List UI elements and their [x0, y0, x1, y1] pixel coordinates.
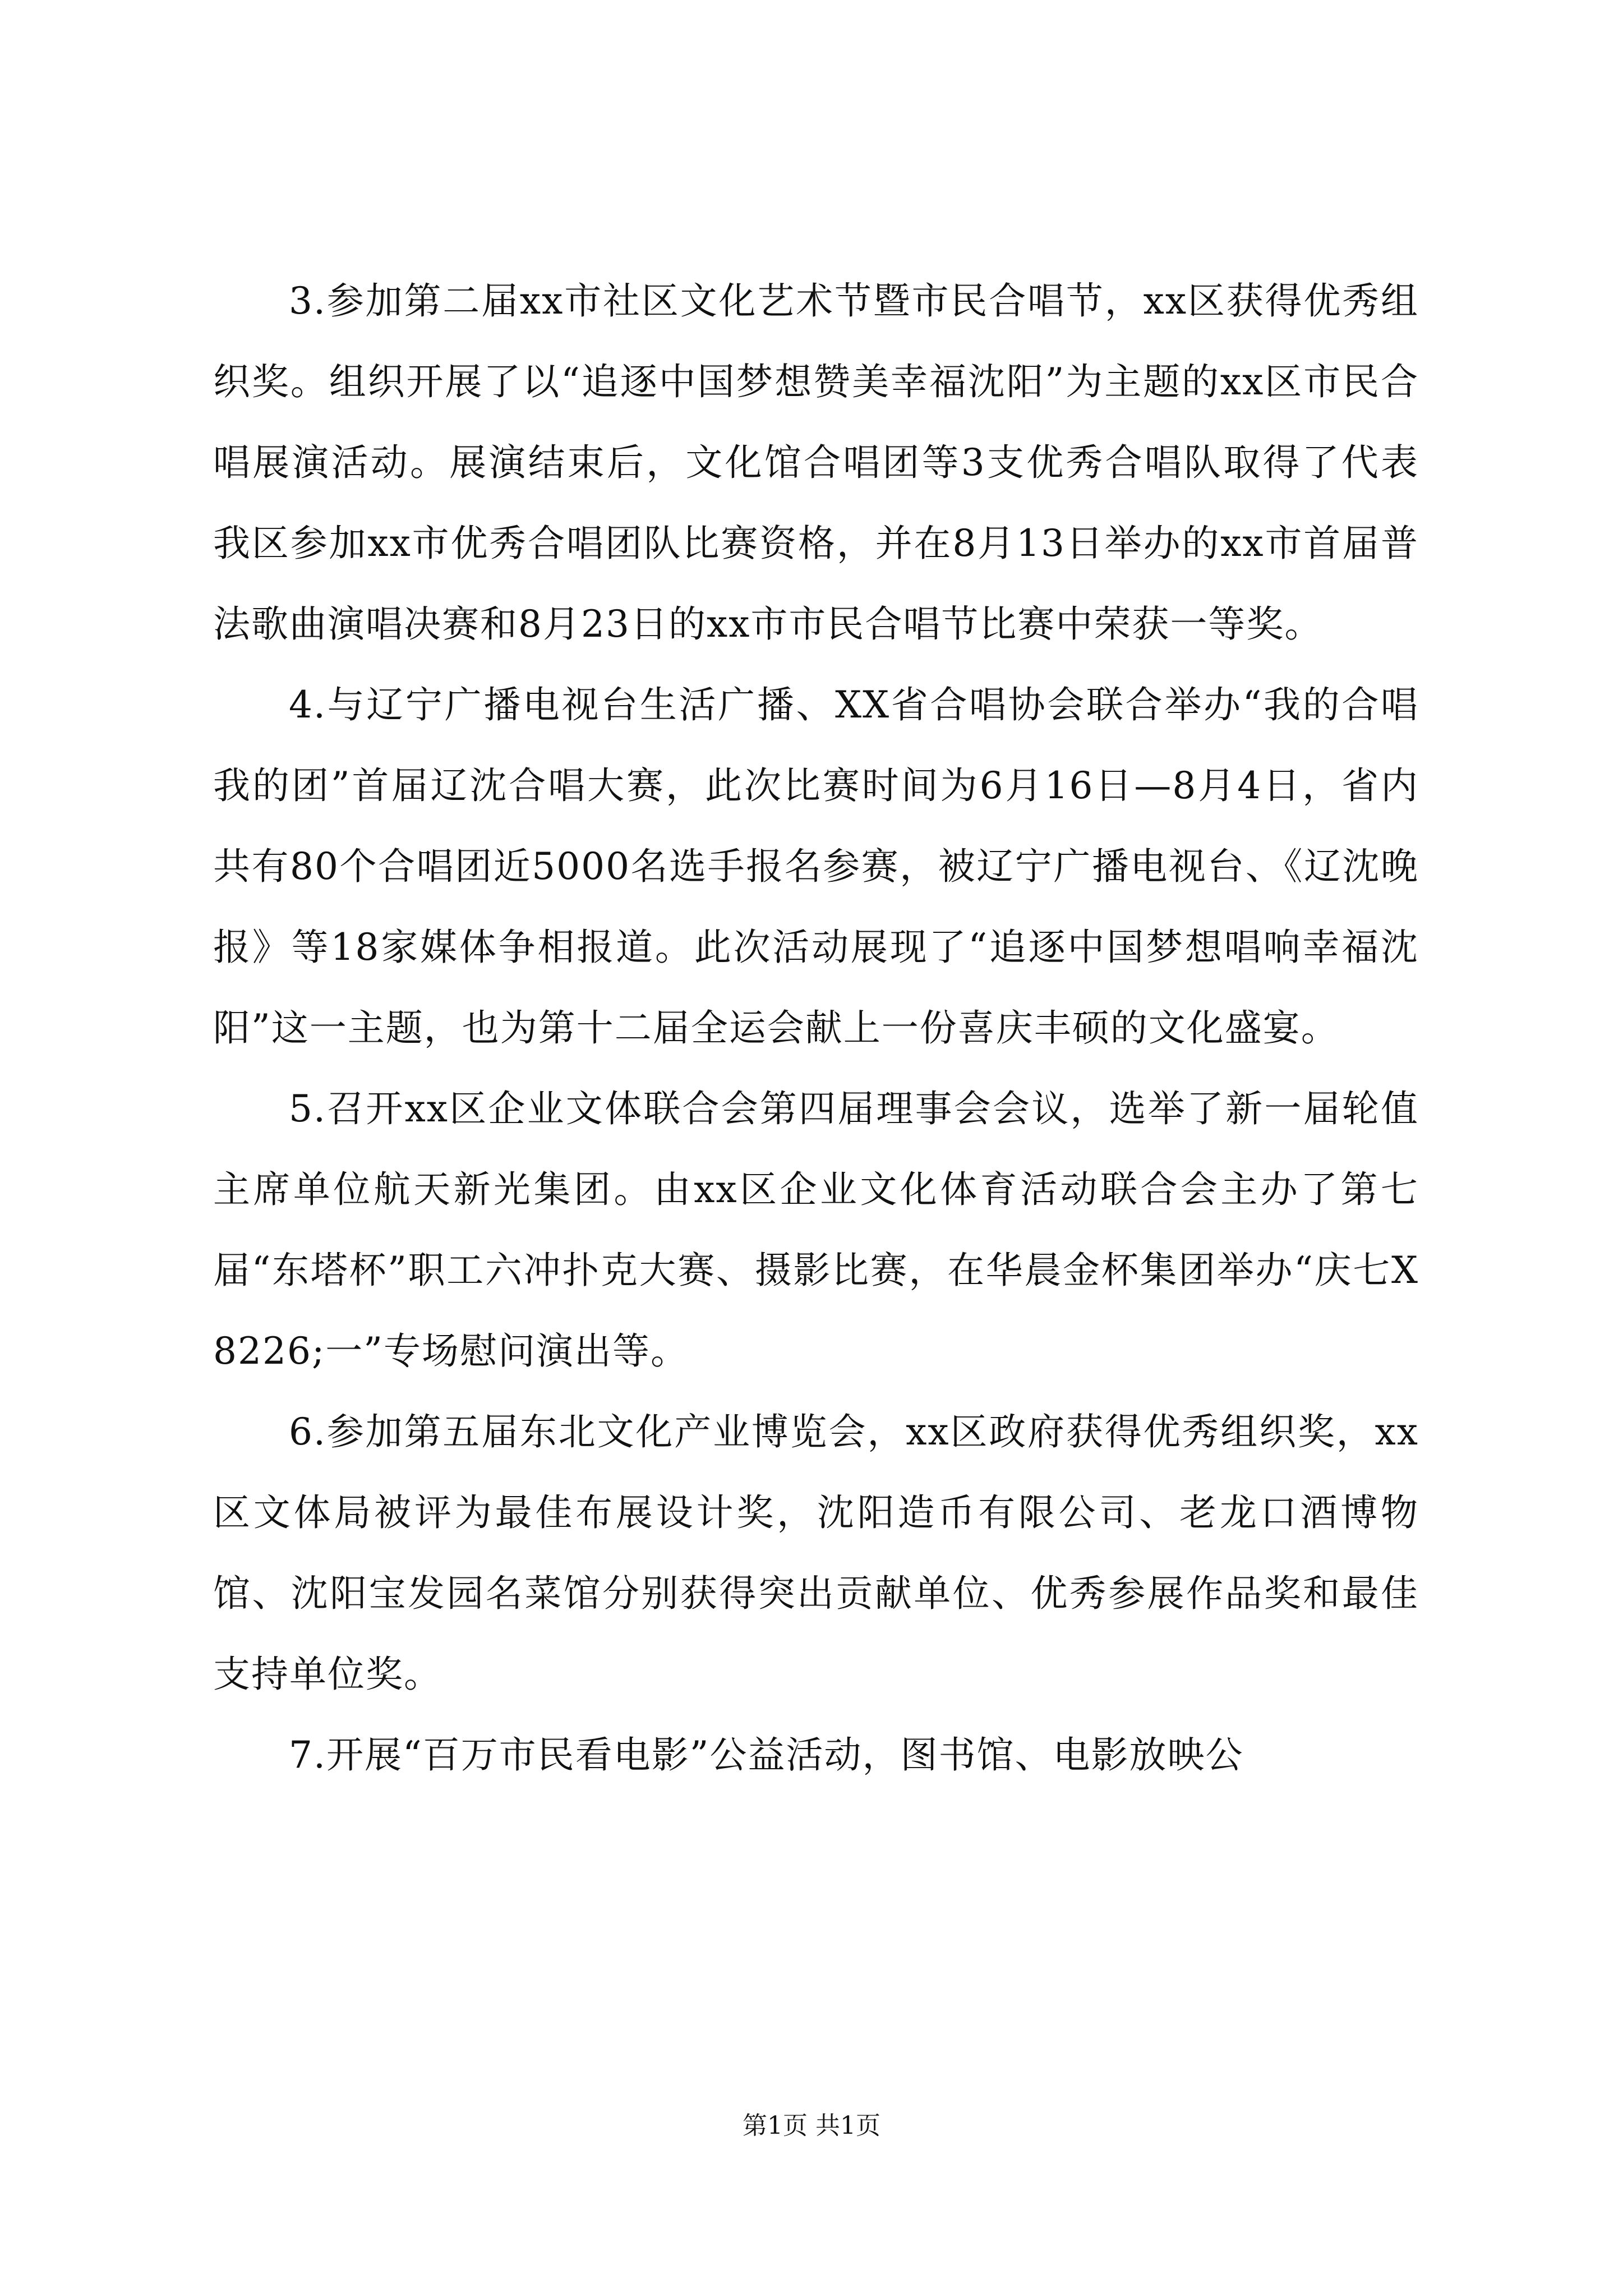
page-footer: 第1页 共1页	[743, 2111, 880, 2140]
document-body	[213, 261, 1419, 1796]
paragraph-item-7: 7.开展“百万市民看电影”公益活动，图书馆、电影放映公	[289, 1733, 1244, 1777]
paragraph-item-6: 6.参加第五届东北文化产业博览会，xx区政府获得优秀组织奖，xx区文体局被评为最佳布展设计奖，沈阳造币有限公司、老龙口酒博物馆、沈阳宝发园名菜馆分别获得突出贡献单位、优秀参展作品奖和最佳支持单位奖。	[213, 1410, 1419, 1696]
paragraph-item-5: 5.召开xx区企业文体联合会第四届理事会会议，选举了新一届轮值主席单位航天新光集团。由xx区企业文化体育活动联合会主办了第七届“东塔杯”职工六冲扑克大赛、摄影比赛，在华晨金杯集团举办“庆七X8226;一”专场慰问演出等。	[213, 1087, 1419, 1373]
paragraph-item-3: 3.参加第二届xx市社区文化艺术节暨市民合唱节，xx区获得优秀组织奖。组织开展了以“追逐中国梦想赞美幸福沈阳”为主题的xx区市民合唱展演活动。展演结束后，文化馆合唱团等3支优秀合唱队取得了代表我区参加xx市优秀合唱团队比赛资格，并在8月13日举办的xx市首届普法歌曲演唱决赛和8月23日的xx市市民合唱节比赛中荣获一等奖。	[213, 279, 1419, 646]
paragraph-item-4: 4.与辽宁广播电视台生活广播、XX省合唱协会联合举办“我的合唱我的团”首届辽沈合唱大赛，此次比赛时间为6月16日—8月4日，省内共有80个合唱团近5000名选手报名参赛，被辽宁广播电视台、《辽沈晚报》等18家媒体争相报道。此次活动展现了“追逐中国梦想唱响幸福沈阳”这一主题，也为第十二届全运会献上一份喜庆丰硕的文化盛宴。	[213, 683, 1419, 1050]
